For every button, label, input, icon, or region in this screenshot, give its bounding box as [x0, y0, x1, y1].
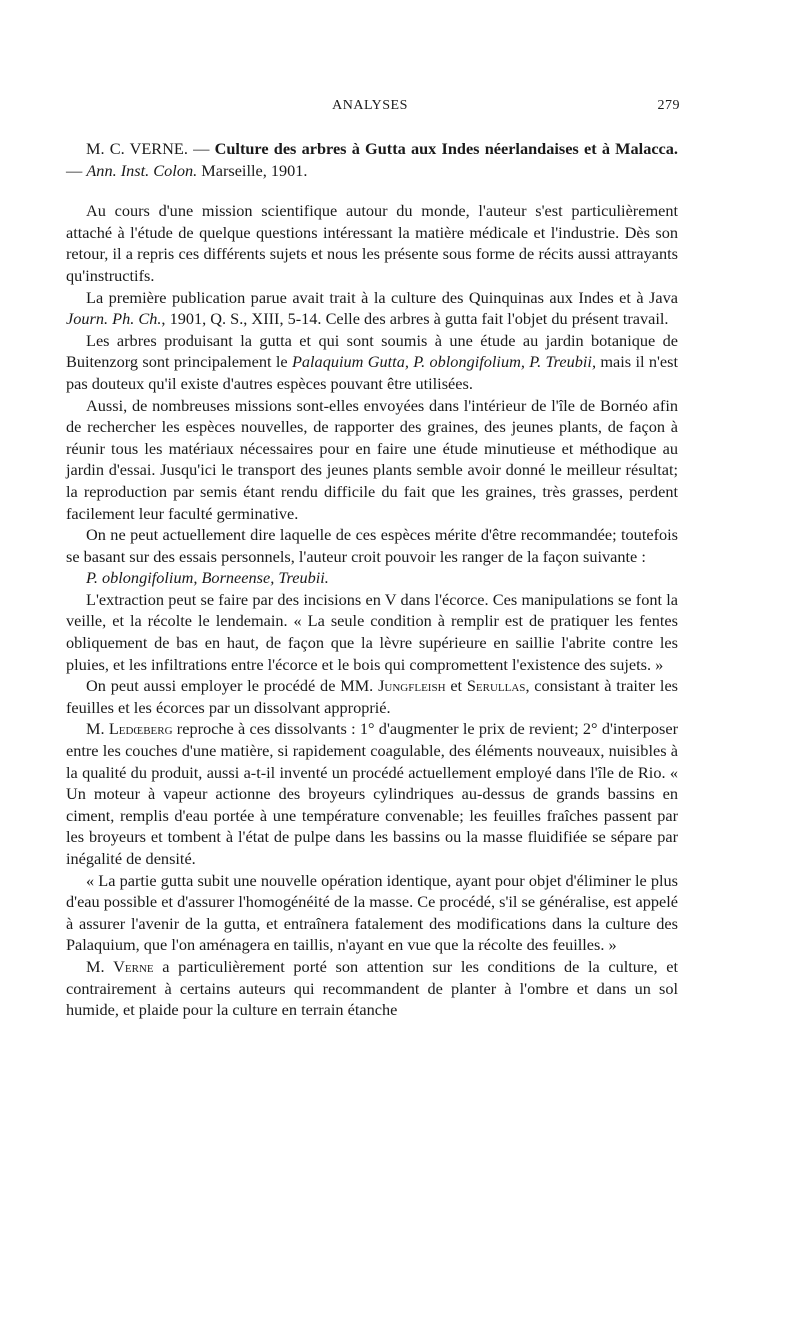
page-header [60, 98, 680, 118]
species-ranking [66, 567, 678, 589]
paragraph [66, 287, 678, 330]
running-title: ANALYSES [332, 98, 408, 113]
paragraph-text: On peut aussi employer le procédé de MM. [86, 676, 379, 696]
entry-dash: — [66, 160, 87, 180]
paragraph [66, 718, 678, 869]
paragraph-text: Les arbres produisant la gutta et qui sont soumis à une étude au jardin botanique de Buitenzorg sont principalement le [66, 330, 678, 372]
species-names: Palaquium Gutta, P. oblongifolium, P. Treubii, [291, 352, 597, 372]
paragraph: Aussi, de nombreuses missions sont-elles envoyées dans l'intérieur de l'île de Bornéo afin de rechercher les espèces nouvelles, de rapporter des graines, des jeunes plants, de façon à réunir tous les matériaux nécessaires pour en faire une étude minutieuse et méthodique au jardin d'essai. Jusqu'ici le transport des jeunes plants semble avoir donné le meilleur résultat; la reproduction par semis étant rendu difficile du fait que les graines, très grasses, perdent facilement leur faculté germinative. [66, 395, 678, 523]
paragraph-text: mais il n'est pas douteux qu'il existe d'autres espèces pouvant être utilisées. [66, 352, 679, 393]
entry-author: M. C. VERNE. [86, 139, 188, 158]
paragraph: On ne peut actuellement dire laquelle de ces espèces mérite d'être recommandée; toutefois se basant sur des essais personnels, l'auteur croit pouvoir les ranger de la façon suivante : [66, 525, 678, 566]
entry-place-year: Marseille, 1901. [197, 160, 308, 180]
entry-heading [66, 138, 678, 181]
paragraph-text: La première publication parue avait trait à la culture des Quinquinas aux Indes et à Java [86, 287, 678, 307]
person-name: Ledœberg [108, 719, 173, 739]
paragraph [66, 956, 678, 1021]
person-name: Verne [113, 956, 154, 976]
paragraph: « La partie gutta subit une nouvelle opération identique, ayant pour objet d'éliminer le plus d'eau possible et d'assurer l'homogénéité de la masse. Ce procédé, s'il se généralise, est appelé à assurer l'avenir de la gutta, et entraînera fatalement des modifications dans la culture des Palaquium, que l'on aménagera en taillis, n'ayant en vue que la récolte des feuilles. » [66, 870, 678, 955]
person-name: Jungfleish [378, 676, 446, 696]
entry-title: Culture des arbres à Gutta aux Indes néerlandaises et à Malacca. [214, 139, 678, 158]
paragraph-text: , consistant à traiter les feuilles et les écorces par un dissolvant approprié. [66, 676, 679, 717]
paragraph-text: M. [86, 956, 114, 976]
paragraph-text: reproche à ces dissolvants : 1° d'augmenter le prix de revient; 2° d'interposer entre les couches d'une matière, si rapidement coagulable, des éléments nouveaux, nuisibles à la qualité du produit, aussi a-t-il inventé un procédé actuellement employé dans l'île de Rio. « Un moteur à vapeur actionne des broyeurs cylindriques au-dessus de grands bassins en ciment, remplis d'eau portée à une température convenable; les feuilles fraîches passent par les broyeurs et tombent à l'état de pulpe dans les bassins ou la masse fluidifiée se sépare par inégalité de densité. [66, 719, 678, 868]
paragraph-text: M. [86, 719, 109, 739]
species-names: P. oblongifolium, Borneense, Treubii. [86, 568, 329, 588]
journal-reference: Journ. Ph. Ch. [66, 309, 162, 329]
paragraph [66, 675, 678, 718]
paragraph: Au cours d'une mission scientifique autour du monde, l'auteur s'est particulièrement attaché à l'étude de quelque questions intéressant la matière médicale et l'industrie. Dès son retour, il a repris ces différents sujets et nous les présente sous forme de récits aussi attrayants qu'instructifs. [66, 201, 678, 285]
paragraph: L'extraction peut se faire par des incisions en V dans l'écorce. Ces manipulations se font la veille, et la récolte le lendemain. « La seule condition à remplir est de pratiquer les fentes obliquement de bas en haut, de façon que la lèvre supérieure en saillie l'abrite contre les pluies, et les infiltrations entre l'écorce et le bois qui compromettent l'existence des sujets. » [66, 589, 678, 674]
person-name: Serullas [466, 676, 526, 696]
page-number: 279 [657, 98, 680, 113]
paragraph-text: et [445, 676, 467, 696]
entry-journal: Ann. Inst. Colon. [86, 160, 198, 180]
entry-dash: — [187, 139, 215, 158]
page-body [66, 138, 678, 1021]
paragraph-text: a particulièrement porté son attention sur les conditions de la culture, et contrairement à certains auteurs qui recommandent de planter à l'ombre et dans un sol humide, et plaide pour la culture en terrain étanche [66, 956, 678, 1020]
paragraph-text: , 1901, Q. S., XIII, 5-14. Celle des arbres à gutta fait l'objet du présent travail. [161, 309, 669, 329]
paragraph [66, 330, 678, 395]
